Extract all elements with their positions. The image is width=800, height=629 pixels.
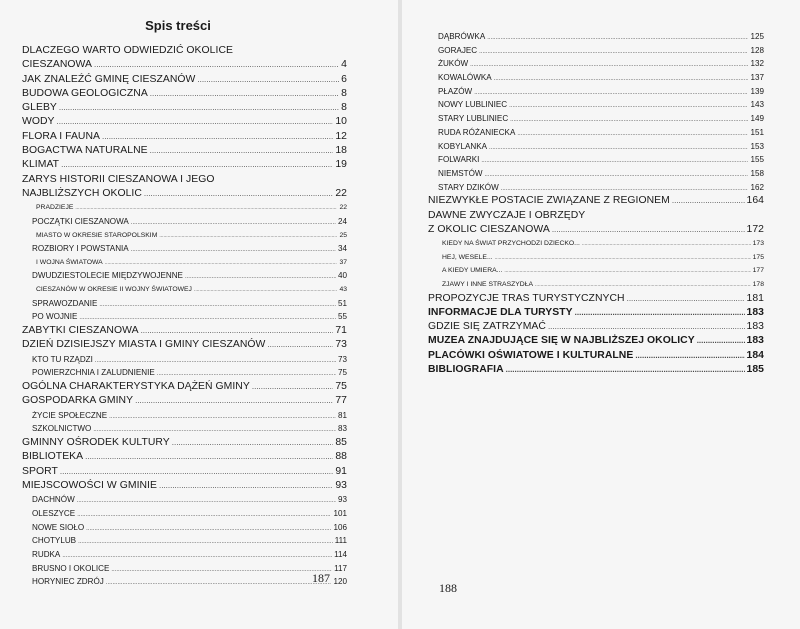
toc-entry-title: ŻYCIE SPOŁECZNE — [32, 410, 108, 420]
dot-leader — [495, 252, 751, 265]
toc-entry — [428, 264, 764, 278]
dot-leader — [157, 368, 336, 380]
toc-entry-page: 71 — [335, 325, 347, 337]
toc-entry — [428, 194, 764, 208]
toc-entry-page: 155 — [750, 155, 764, 165]
dot-leader — [75, 202, 337, 215]
toc-entry-page: 12 — [335, 130, 347, 142]
toc-entry — [22, 507, 347, 521]
toc-entry-title: BIBLIOGRAFIA — [428, 364, 504, 375]
dot-leader — [59, 101, 339, 115]
toc-entry-page: 153 — [750, 141, 764, 151]
toc-entry — [428, 85, 764, 99]
toc-entry-title: STARY DZIKÓW — [438, 182, 499, 192]
toc-entry — [22, 548, 347, 562]
toc-entry-page: 83 — [337, 424, 347, 434]
toc-entry — [22, 242, 347, 256]
toc-entry-title: KIEDY NA ŚWIAT PRZYCHODZI DZIECKO... — [442, 240, 580, 248]
toc-entry-title: FOLWARKI — [438, 155, 480, 165]
toc-entry — [22, 422, 347, 436]
toc-entry-title: DZIEŃ DZISIEJSZY MIASTA I GMINY CIESZANÓW — [22, 339, 266, 351]
dot-leader — [479, 46, 748, 58]
toc-entry-title: ZABYTKI CIESZANOWA — [22, 325, 139, 337]
toc-entry-page: 175 — [752, 253, 764, 261]
toc-entry — [22, 575, 347, 589]
toc-entry — [22, 450, 347, 464]
toc-entry-title: A KIEDY UMIERA... — [442, 267, 503, 275]
dot-leader — [144, 187, 333, 201]
toc-entry-title: STARY LUBLINIEC — [438, 114, 509, 124]
toc-entry — [22, 479, 347, 493]
dot-leader — [79, 312, 336, 324]
toc-entry-title: CIESZANOWA — [22, 59, 92, 71]
toc-entry-title: OLESZYCE — [32, 508, 76, 518]
toc-entry-page: 143 — [750, 100, 764, 110]
toc-entry-title: GMINNY OŚRODEK KULTURY — [22, 437, 170, 449]
toc-entry-title: KTO TU RZĄDZI — [32, 354, 93, 364]
toc-entry-page: 117 — [334, 563, 347, 573]
toc-entry — [428, 71, 764, 85]
toc-entry — [22, 144, 347, 158]
toc-entry — [22, 521, 347, 535]
toc-entry-title: DWUDZIESTOLECIE MIĘDZYWOJENNE — [32, 271, 183, 281]
toc-entry-page: 4 — [341, 59, 347, 71]
toc-entry — [22, 256, 347, 270]
toc-entry-page: 162 — [750, 182, 764, 192]
toc-entry — [22, 310, 347, 324]
toc-entry — [428, 349, 764, 363]
toc-entry-title: OGÓLNA CHARAKTERYSTYKA DĄŻEŃ GMINY — [22, 381, 250, 393]
page-number-right: 188 — [439, 581, 457, 595]
toc-entry-page: 178 — [752, 280, 764, 288]
toc-entry — [22, 353, 347, 367]
toc-entry-title: BOGACTWA NATURALNE — [22, 145, 148, 157]
toc-entry-page: 37 — [339, 258, 347, 266]
toc-entry-page: 114 — [334, 549, 347, 559]
dot-leader — [60, 465, 333, 479]
dot-leader — [57, 115, 334, 129]
dot-leader — [252, 380, 333, 394]
toc-entry-title: SZKOLNICTWO — [32, 424, 92, 434]
dot-leader — [510, 114, 748, 126]
toc-entry-page: 22 — [335, 187, 347, 199]
dot-leader — [489, 142, 748, 154]
dot-leader — [77, 509, 331, 521]
dot-leader — [470, 59, 748, 71]
toc-entry — [428, 363, 764, 377]
page-number-left: 187 — [312, 571, 330, 585]
toc-entry-page: 183 — [746, 335, 764, 347]
toc-entry-title: WODY — [22, 116, 55, 128]
toc-entry-page: 8 — [341, 102, 347, 114]
dot-leader — [105, 257, 338, 270]
toc-entry-title: I WOJNA ŚWIATOWA — [36, 258, 103, 266]
toc-entry — [428, 251, 764, 265]
toc-entry-page: 164 — [746, 195, 764, 207]
toc-entry-title: GORAJEC — [438, 45, 478, 55]
toc-entry-title: POWIERZCHNIA I ZALUDNIENIE — [32, 368, 155, 378]
toc-entry-title: ZJAWY I INNE STRASZYDŁA — [442, 280, 534, 288]
toc-entry-page: 101 — [333, 508, 347, 518]
dot-leader — [61, 158, 333, 172]
toc-entry-title: KOWALÓWKA — [438, 73, 492, 83]
dot-leader — [62, 550, 332, 562]
toc-entry-page: 22 — [339, 204, 347, 212]
toc-entry-page: 125 — [750, 32, 764, 41]
dot-leader — [95, 355, 336, 367]
dot-leader — [135, 394, 333, 408]
toc-entry-page: 173 — [752, 240, 764, 248]
toc-list-right — [428, 30, 764, 377]
toc-entry-title: DAWNE ZWYCZAJE I OBRZĘDY — [428, 209, 586, 221]
toc-entry-page: 128 — [750, 45, 764, 55]
toc-entry — [428, 57, 764, 71]
toc-entry-page: 158 — [750, 168, 764, 178]
right-page — [402, 0, 800, 629]
dot-leader — [94, 58, 339, 72]
toc-entry-page: 93 — [335, 479, 347, 491]
dot-leader — [131, 244, 336, 256]
toc-entry — [428, 112, 764, 126]
dot-leader — [86, 523, 331, 535]
toc-entry — [22, 283, 347, 297]
toc-entry — [428, 44, 764, 58]
dot-leader — [501, 183, 749, 195]
dot-leader — [509, 100, 748, 112]
toc-entry-page: 6 — [341, 73, 347, 85]
toc-entry-page: 137 — [750, 73, 764, 83]
toc-entry — [22, 44, 347, 58]
toc-entry-page: 43 — [339, 286, 347, 294]
toc-entry-title: SPRAWOZDANIE — [32, 298, 98, 308]
dot-leader — [93, 424, 336, 436]
toc-entry-title: HORYNIEC ZDRÓJ — [32, 577, 104, 587]
dot-leader — [474, 87, 748, 99]
left-page — [0, 0, 398, 629]
toc-entry-page: 77 — [335, 395, 347, 407]
toc-entry — [22, 115, 347, 129]
toc-entry-title: FLORA I FAUNA — [22, 130, 101, 142]
toc-entry — [428, 140, 764, 154]
toc-entry-page: 151 — [750, 127, 764, 137]
toc-entry-page: 18 — [335, 145, 347, 157]
toc-entry-title: NOWY LUBLINIEC — [438, 100, 508, 110]
toc-entry — [22, 201, 347, 215]
toc-entry-title: POCZĄTKI CIESZANOWA — [32, 216, 129, 226]
toc-entry-title: BUDOWA GEOLOGICZNA — [22, 87, 148, 99]
toc-entry-page: 139 — [750, 86, 764, 96]
toc-entry-title: GDZIE SIĘ ZATRZYMAĆ — [428, 321, 546, 333]
toc-list-left — [22, 44, 347, 589]
toc-entry-page: 132 — [750, 59, 764, 69]
toc-entry-page: 88 — [335, 451, 347, 463]
toc-entry-page: 19 — [335, 159, 347, 171]
dot-leader — [582, 238, 751, 251]
toc-entry — [22, 73, 347, 87]
toc-entry-title: NIEMSTÓW — [438, 168, 483, 178]
toc-entry — [22, 465, 347, 479]
dot-leader — [552, 223, 745, 237]
toc-entry-title: ZARYS HISTORII CIESZANOWA I JEGO — [22, 173, 215, 185]
dot-leader — [517, 128, 748, 140]
dot-leader — [194, 284, 337, 297]
dot-leader — [697, 334, 745, 348]
toc-entry-title: NOWE SIOŁO — [32, 522, 85, 532]
toc-entry-page: 25 — [339, 231, 347, 239]
toc-entry-title: GLEBY — [22, 102, 57, 114]
toc-entry — [428, 334, 764, 348]
dot-leader — [111, 564, 332, 576]
toc-entry — [22, 380, 347, 394]
toc-entry-title: MUZEA ZNAJDUJĄCE SIĘ W NAJBLIŻSZEJ OKOLICY — [428, 335, 695, 347]
toc-entry — [22, 87, 347, 101]
toc-entry-page: 177 — [752, 267, 764, 275]
toc-entry-page: 149 — [750, 114, 764, 124]
toc-entry — [22, 158, 347, 172]
toc-entry-page: 75 — [335, 381, 347, 393]
toc-entry — [22, 130, 347, 144]
toc-entry-title: BIBLIOTEKA — [22, 451, 84, 463]
toc-entry — [22, 229, 347, 243]
dot-leader — [109, 411, 336, 423]
toc-entry — [22, 269, 347, 283]
toc-entry-title: JAK ZNALEŹĆ GMINĘ CIESZANÓW — [22, 73, 196, 85]
toc-entry-title: DĄBRÓWKA — [438, 32, 486, 41]
dot-leader — [159, 230, 337, 243]
toc-entry-page: 75 — [337, 368, 347, 378]
toc-entry-page: 8 — [341, 87, 347, 99]
toc-entry — [22, 58, 347, 72]
toc-entry — [428, 237, 764, 251]
toc-entry-title: KLIMAT — [22, 159, 60, 171]
toc-entry-page: 34 — [337, 244, 347, 254]
toc-entry-title: GOSPODARKA GMINY — [22, 395, 134, 407]
dot-leader — [548, 320, 745, 334]
toc-entry-title: RUDA RÓŻANIECKA — [438, 127, 516, 137]
toc-entry-page: 106 — [333, 522, 347, 532]
toc-entry-page: 81 — [337, 410, 347, 420]
dot-leader — [85, 450, 333, 464]
toc-entry-title: CIESZANÓW W OKRESIE II WOJNY ŚWIATOWEJ — [36, 286, 192, 294]
dot-leader — [78, 536, 333, 548]
toc-entry-page: 91 — [335, 465, 347, 477]
toc-entry — [428, 167, 764, 181]
toc-entry-title: KOBYLANKA — [438, 141, 488, 151]
toc-entry — [428, 126, 764, 140]
toc-entry — [22, 436, 347, 450]
toc-entry-title: NAJBLIŻSZYCH OKOLIC — [22, 187, 142, 199]
toc-entry-title: MIEJSCOWOŚCI W GMINIE — [22, 479, 157, 491]
dot-leader — [131, 217, 336, 229]
toc-entry-page: 185 — [746, 364, 764, 375]
toc-entry — [22, 101, 347, 115]
toc-entry-title: DACHNÓW — [32, 495, 75, 505]
toc-entry-title: PROPOZYCJE TRAS TURYSTYCZNYCH — [428, 292, 625, 304]
dot-leader — [504, 265, 750, 278]
toc-entry — [428, 223, 764, 237]
toc-entry — [22, 562, 347, 576]
dot-leader — [487, 32, 748, 44]
toc-entry — [428, 30, 764, 44]
toc-entry-page: 73 — [337, 354, 347, 364]
toc-entry-page: 184 — [746, 349, 764, 361]
toc-entry-title: NIEZWYKŁE POSTACIE ZWIĄZANE Z REGIONEM — [428, 195, 670, 207]
dot-leader — [106, 577, 332, 589]
dot-leader — [672, 194, 745, 208]
toc-entry-page: 24 — [337, 216, 347, 226]
dot-leader — [485, 169, 749, 181]
toc-entry — [22, 173, 347, 187]
toc-entry-title: HEJ, WESELE... — [442, 253, 493, 261]
toc-entry — [428, 209, 764, 223]
toc-entry — [22, 187, 347, 201]
toc-entry — [428, 278, 764, 292]
dot-leader — [635, 349, 744, 363]
dot-leader — [494, 73, 749, 85]
toc-entry — [22, 366, 347, 380]
toc-entry — [22, 338, 347, 352]
toc-entry — [22, 493, 347, 507]
toc-entry — [22, 324, 347, 338]
toc-entry-page: 183 — [746, 321, 764, 333]
toc-entry-page: 55 — [337, 312, 347, 322]
dot-leader — [102, 130, 333, 144]
toc-entry-title: RUDKA — [32, 549, 61, 559]
toc-entry-title: PŁAZÓW — [438, 86, 473, 96]
toc-entry — [428, 320, 764, 334]
dot-leader — [535, 279, 751, 292]
dot-leader — [150, 144, 334, 158]
toc-entry-title: MIASTO W OKRESIE STAROPOLSKIM — [36, 231, 158, 239]
toc-entry-page: 172 — [746, 223, 764, 235]
toc-entry — [22, 409, 347, 423]
dot-leader — [172, 436, 334, 450]
toc-entry-page: 51 — [337, 298, 347, 308]
toc-entry-title: PLACÓWKI OŚWIATOWE I KULTURALNE — [428, 349, 634, 361]
toc-entry-page: 111 — [334, 536, 347, 546]
toc-entry — [22, 394, 347, 408]
toc-entry — [428, 181, 764, 195]
dot-leader — [159, 479, 333, 493]
dot-leader — [141, 324, 334, 338]
dot-leader — [267, 338, 333, 352]
toc-entry — [22, 297, 347, 311]
dot-leader — [185, 271, 336, 283]
toc-entry — [428, 292, 764, 306]
toc-entry-title: PRADZIEJE — [36, 204, 74, 212]
dot-leader — [77, 495, 336, 507]
toc-entry-title: ROZBIORY I POWSTANIA — [32, 244, 129, 254]
toc-entry-title: PO WOJNIE — [32, 312, 78, 322]
dot-leader — [506, 363, 745, 377]
dot-leader — [575, 306, 745, 320]
toc-entry — [428, 153, 764, 167]
toc-title: Spis treści — [145, 18, 211, 33]
toc-entry-title: Z OKOLIC CIESZANOWA — [428, 223, 550, 235]
dot-leader — [197, 73, 339, 87]
toc-entry — [428, 306, 764, 320]
toc-entry-page: 183 — [746, 306, 764, 318]
toc-entry-title: SPORT — [22, 465, 58, 477]
toc-entry-title: ŻUKÓW — [438, 59, 469, 69]
toc-entry-page: 120 — [333, 577, 347, 587]
toc-entry-title: BRUSNO I OKOLICE — [32, 563, 110, 573]
toc-entry-title: INFORMACJE DLA TURYSTY — [428, 306, 573, 318]
toc-entry-page: 10 — [335, 116, 347, 128]
toc-entry — [22, 215, 347, 229]
toc-entry-page: 40 — [337, 271, 347, 281]
dot-leader — [99, 299, 336, 311]
toc-entry — [22, 534, 347, 548]
toc-entry-page: 73 — [335, 339, 347, 351]
toc-entry-title: CHOTYLUB — [32, 536, 77, 546]
toc-entry-page: 181 — [746, 292, 764, 304]
toc-entry-page: 85 — [335, 437, 347, 449]
toc-entry-page: 93 — [337, 495, 347, 505]
dot-leader — [150, 87, 339, 101]
dot-leader — [481, 155, 748, 167]
toc-entry — [428, 98, 764, 112]
dot-leader — [627, 292, 745, 306]
toc-entry-title: DLACZEGO WARTO ODWIEDZIĆ OKOLICE — [22, 45, 233, 56]
